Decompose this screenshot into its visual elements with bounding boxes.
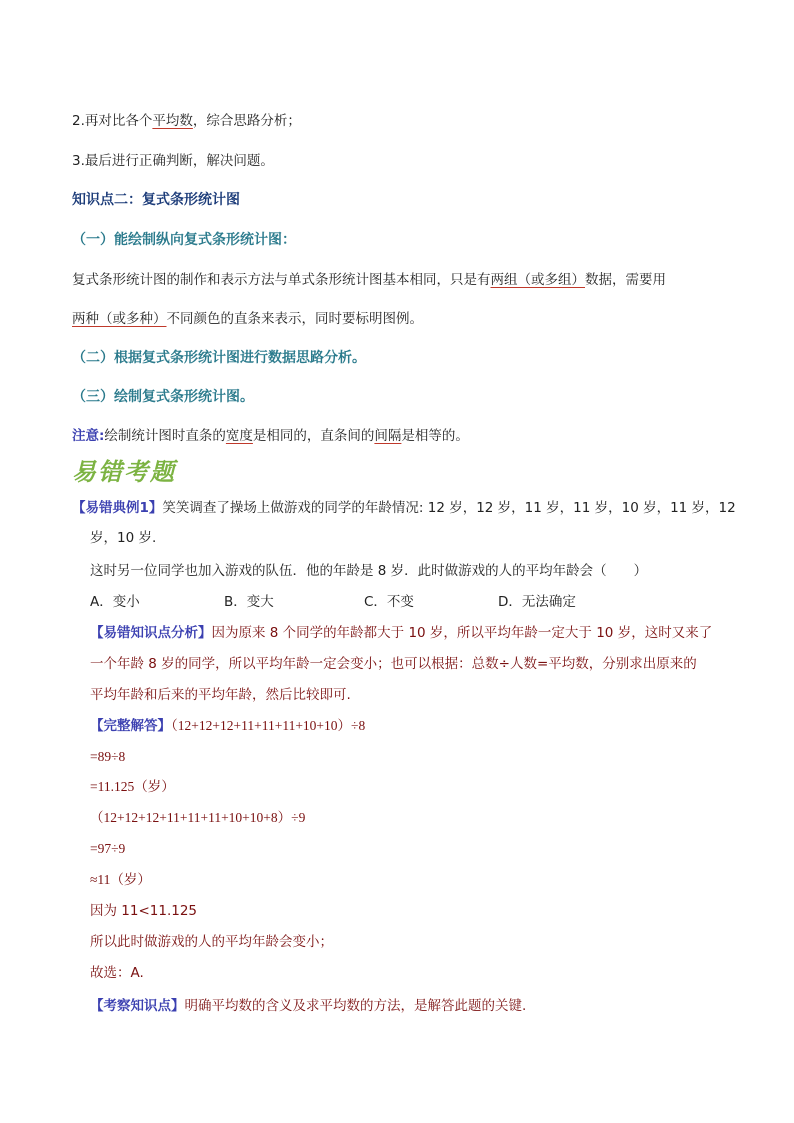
answer-line-6: ≈11（岁） bbox=[90, 872, 151, 887]
option-c: C．不变 bbox=[364, 594, 414, 610]
line-final-judgement: 3.最后进行正确判断，解决问题。 bbox=[72, 153, 274, 169]
example-tag: 【易错典例1】 bbox=[72, 500, 163, 516]
line-compare-averages bbox=[72, 111, 301, 131]
text: 笑笑调查了操场上做游戏的同学的年龄情况: 12 岁，12 岁，11 岁，11 岁，10 岁，11 岁，12 bbox=[162, 500, 736, 516]
note-line bbox=[72, 426, 469, 446]
text: 因为原来 8 个同学的年龄都大于 10 岁，所以平均年龄一定大于 10 岁，这时又来了 bbox=[211, 625, 713, 641]
analysis-tag: 【易错知识点分析】 bbox=[90, 625, 212, 641]
analysis-line-3: 平均年龄和后来的平均年龄，然后比较即可. bbox=[90, 687, 351, 703]
answer-line-8: 所以此时做游戏的人的平均年龄会变小； bbox=[90, 934, 333, 950]
text: 数据，需要用 bbox=[585, 272, 666, 288]
underlined-term: 间隔 bbox=[374, 428, 402, 444]
option-b: B．变大 bbox=[224, 594, 274, 610]
example-question-line-1 bbox=[72, 498, 736, 518]
underlined-term: 宽度 bbox=[225, 428, 253, 444]
paragraph-line-1 bbox=[72, 270, 666, 290]
text: ，综合思路分析； bbox=[192, 113, 301, 129]
answer-line-1 bbox=[90, 716, 365, 736]
subheading-2: （二）根据复式条形统计图进行数据思路分析。 bbox=[72, 350, 366, 366]
knowledge-point-line bbox=[90, 996, 526, 1016]
text: 是相等的。 bbox=[401, 428, 469, 444]
text: 2.再对比各个 bbox=[72, 113, 153, 129]
analysis-line-2: 一个年龄 8 岁的同学，所以平均年龄一定会变小；也可以根据：总数÷人数=平均数，分别求出原来的 bbox=[90, 656, 697, 672]
answer-line-5: =97÷9 bbox=[90, 841, 126, 856]
option-d: D．无法确定 bbox=[498, 594, 576, 610]
section-title: 易错考题 bbox=[72, 457, 176, 486]
text: 复式条形统计图的制作和表示方法与单式条形统计图基本相同，只是有 bbox=[72, 272, 491, 288]
answer-line-4: （12+12+12+11+11+11+10+10+8）÷9 bbox=[90, 810, 306, 825]
analysis-line-1 bbox=[90, 623, 712, 643]
text: 不同颜色的直条来表示，同时要标明图例。 bbox=[166, 311, 423, 327]
subheading-3: （三）绘制复式条形统计图。 bbox=[72, 389, 254, 405]
answer-line-2: =89÷8 bbox=[90, 749, 126, 764]
point-tag: 【考察知识点】 bbox=[90, 998, 185, 1014]
answer-line-7: 因为 11<11.125 bbox=[90, 903, 198, 919]
answer-tag: 【完整解答】 bbox=[90, 718, 171, 734]
paragraph-line-2 bbox=[72, 309, 423, 329]
knowledge-point-2-heading: 知识点二：复式条形统计图 bbox=[72, 192, 240, 208]
note-label: 注意: bbox=[72, 428, 105, 444]
text: 绘制统计图时直条的 bbox=[104, 428, 226, 444]
option-a: A．变小 bbox=[90, 594, 140, 610]
answer-line-9: 故选：A. bbox=[90, 965, 144, 981]
underlined-term: 两种（或多种） bbox=[72, 311, 167, 327]
underlined-term: 平均数 bbox=[152, 113, 193, 129]
answer-line-3: =11.125（岁） bbox=[90, 779, 175, 794]
underlined-term: 两组（或多组） bbox=[490, 272, 585, 288]
text: 明确平均数的含义及求平均数的方法，是解答此题的关键. bbox=[184, 998, 527, 1014]
example-question-line-2: 岁，10 岁. bbox=[90, 530, 157, 546]
example-question-line-3: 这时另一位同学也加入游戏的队伍．他的年龄是 8 岁．此时做游戏的人的平均年龄会（ ） bbox=[90, 563, 648, 579]
text: （12+12+12+11+11+11+10+10）÷8 bbox=[171, 718, 366, 733]
subheading-1: （一）能绘制纵向复式条形统计图： bbox=[72, 232, 296, 248]
text: 是相同的，直条间的 bbox=[252, 428, 375, 444]
